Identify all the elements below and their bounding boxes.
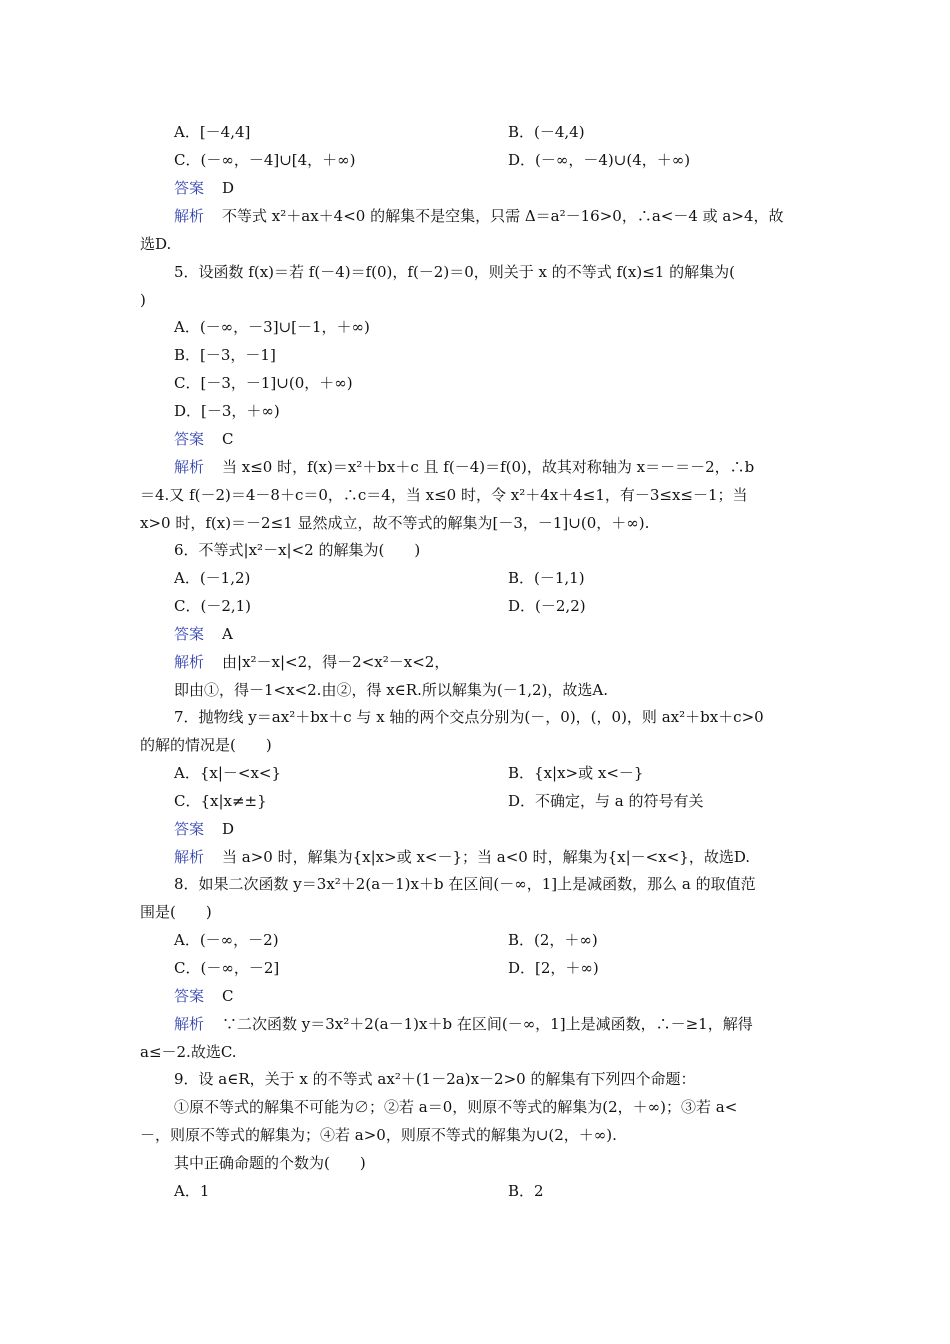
answer-value: C — [222, 987, 234, 1005]
q5-option-d: D．[－3，＋∞) — [174, 402, 280, 420]
analysis-label: 解析 — [174, 653, 205, 671]
q6-stem: 6．不等式|x²－x|<2 的解集为( ) — [174, 541, 421, 559]
answer-label: 答案 — [174, 625, 205, 643]
q7-option-d: D．不确定，与 a 的符号有关 — [508, 792, 704, 810]
q7-answer — [174, 815, 812, 843]
q7-stem: 7．抛物线 y＝ax²＋bx＋c 与 x 轴的两个交点分别为(－，0)，(，0)，则 ax²＋bx＋c>0 — [174, 708, 764, 726]
q4-answer — [174, 174, 812, 202]
q6-option-c: C．(－2,1) — [174, 597, 252, 615]
analysis-label: 解析 — [174, 848, 205, 866]
q5-stem: 5．设函数 f(x)＝若 f(－4)＝f(0)，f(－2)＝0，则关于 x 的不等式 f(x)≤1 的解集为( — [174, 263, 735, 281]
q5-analysis-cont-2: x>0 时，f(x)＝－2≤1 显然成立，故不等式的解集为[－3，－1]∪(0，＋∞). — [140, 514, 650, 532]
q5-option-a: A．(－∞，－3]∪[－1，＋∞) — [174, 318, 370, 336]
q8-option-b: B．(2，＋∞) — [508, 931, 598, 949]
q5-option-b: B．[－3，－1] — [174, 346, 276, 364]
q8-option-d: D．[2，＋∞) — [508, 959, 599, 977]
q9-question: 其中正确命题的个数为( ) — [174, 1154, 366, 1172]
q6-option-d: D．(－2,2) — [508, 597, 586, 615]
q5-analysis-cont-1: ＝4.又 f(－2)＝4－8＋c＝0，∴c＝4，当 x≤0 时，令 x²＋4x＋4≤1，有－3≤x≤－1；当 — [140, 486, 748, 504]
q9-option-b: B．2 — [508, 1182, 544, 1200]
answer-label: 答案 — [174, 820, 205, 838]
q6-answer — [174, 620, 812, 648]
answer-value: A — [222, 625, 233, 643]
q7-option-c: C．{x|x≠±} — [174, 792, 267, 810]
answer-value: D — [222, 179, 235, 197]
q8-answer — [174, 982, 812, 1010]
answer-value: C — [222, 430, 234, 448]
analysis-label: 解析 — [174, 1015, 205, 1033]
q5-analysis — [174, 453, 812, 481]
analysis-text: ∵二次函数 y＝3x²＋2(a－1)x＋b 在区间(－∞，1]上是减函数，∴－≥1，解得 — [222, 1015, 753, 1033]
q7-analysis — [174, 843, 812, 871]
q6-option-a: A．(－1,2) — [174, 569, 251, 587]
q6-analysis-cont: 即由①，得－1<x<2.由②，得 x∈R.所以解集为(－1,2)，故选A. — [174, 681, 609, 699]
q9-propositions-cont: －，则原不等式的解集为；④若 a>0，则原不等式的解集为∪(2，＋∞). — [140, 1126, 617, 1144]
q8-option-c: C．(－∞，－2] — [174, 959, 280, 977]
q4-analysis-cont: 选D. — [140, 235, 172, 253]
q5-option-c: C．[－3，－1]∪(0，＋∞) — [174, 374, 353, 392]
q7-option-b: B．{x|x>或 x<－} — [508, 764, 644, 782]
analysis-text: 由|x²－x|<2，得－2<x²－x<2， — [222, 653, 450, 671]
q8-analysis-cont: a≤－2.故选C. — [140, 1043, 237, 1061]
analysis-text: 不等式 x²＋ax＋4<0 的解集不是空集，只需 Δ＝a²－16>0，∴a<－4 或 a>4，故 — [222, 207, 784, 225]
q8-stem: 8．如果二次函数 y＝3x²＋2(a－1)x＋b 在区间(－∞，1]上是减函数，那么 a 的取值范 — [174, 875, 756, 893]
q8-analysis — [174, 1010, 812, 1038]
q9-propositions: ①原不等式的解集不可能为∅；②若 a＝0，则原不等式的解集为(2，＋∞)；③若 a< — [174, 1098, 738, 1116]
q5-stem-cont: ) — [140, 291, 146, 309]
q4-analysis — [174, 202, 812, 230]
q4-option-c: C．(－∞，－4]∪[4，＋∞) — [174, 151, 356, 169]
analysis-label: 解析 — [174, 458, 205, 476]
q4-option-d: D．(－∞，－4)∪(4，＋∞) — [508, 151, 691, 169]
answer-label: 答案 — [174, 179, 205, 197]
q4-option-a: A．[－4,4] — [174, 123, 251, 141]
q8-stem-cont: 围是( ) — [140, 903, 212, 921]
q7-option-a: A．{x|－<x<} — [174, 764, 282, 782]
answer-label: 答案 — [174, 987, 205, 1005]
q6-analysis — [174, 648, 812, 676]
q6-option-b: B．(－1,1) — [508, 569, 585, 587]
answer-label: 答案 — [174, 430, 205, 448]
q5-answer — [174, 425, 812, 453]
q9-option-a: A．1 — [174, 1182, 210, 1200]
analysis-text: 当 x≤0 时，f(x)＝x²＋bx＋c 且 f(－4)＝f(0)，故其对称轴为 x＝－＝－2，∴b — [222, 458, 755, 476]
analysis-label: 解析 — [174, 207, 205, 225]
q9-stem: 9．设 a∈R，关于 x 的不等式 ax²＋(1－2a)x－2>0 的解集有下列四个命题： — [174, 1070, 696, 1088]
q8-option-a: A．(－∞，－2) — [174, 931, 279, 949]
q4-option-b: B．(－4,4) — [508, 123, 585, 141]
analysis-text: 当 a>0 时，解集为{x|x>或 x<－}；当 a<0 时，解集为{x|－<x<}，故选D. — [222, 848, 751, 866]
answer-value: D — [222, 820, 235, 838]
q7-stem-cont: 的解的情况是( ) — [140, 736, 272, 754]
